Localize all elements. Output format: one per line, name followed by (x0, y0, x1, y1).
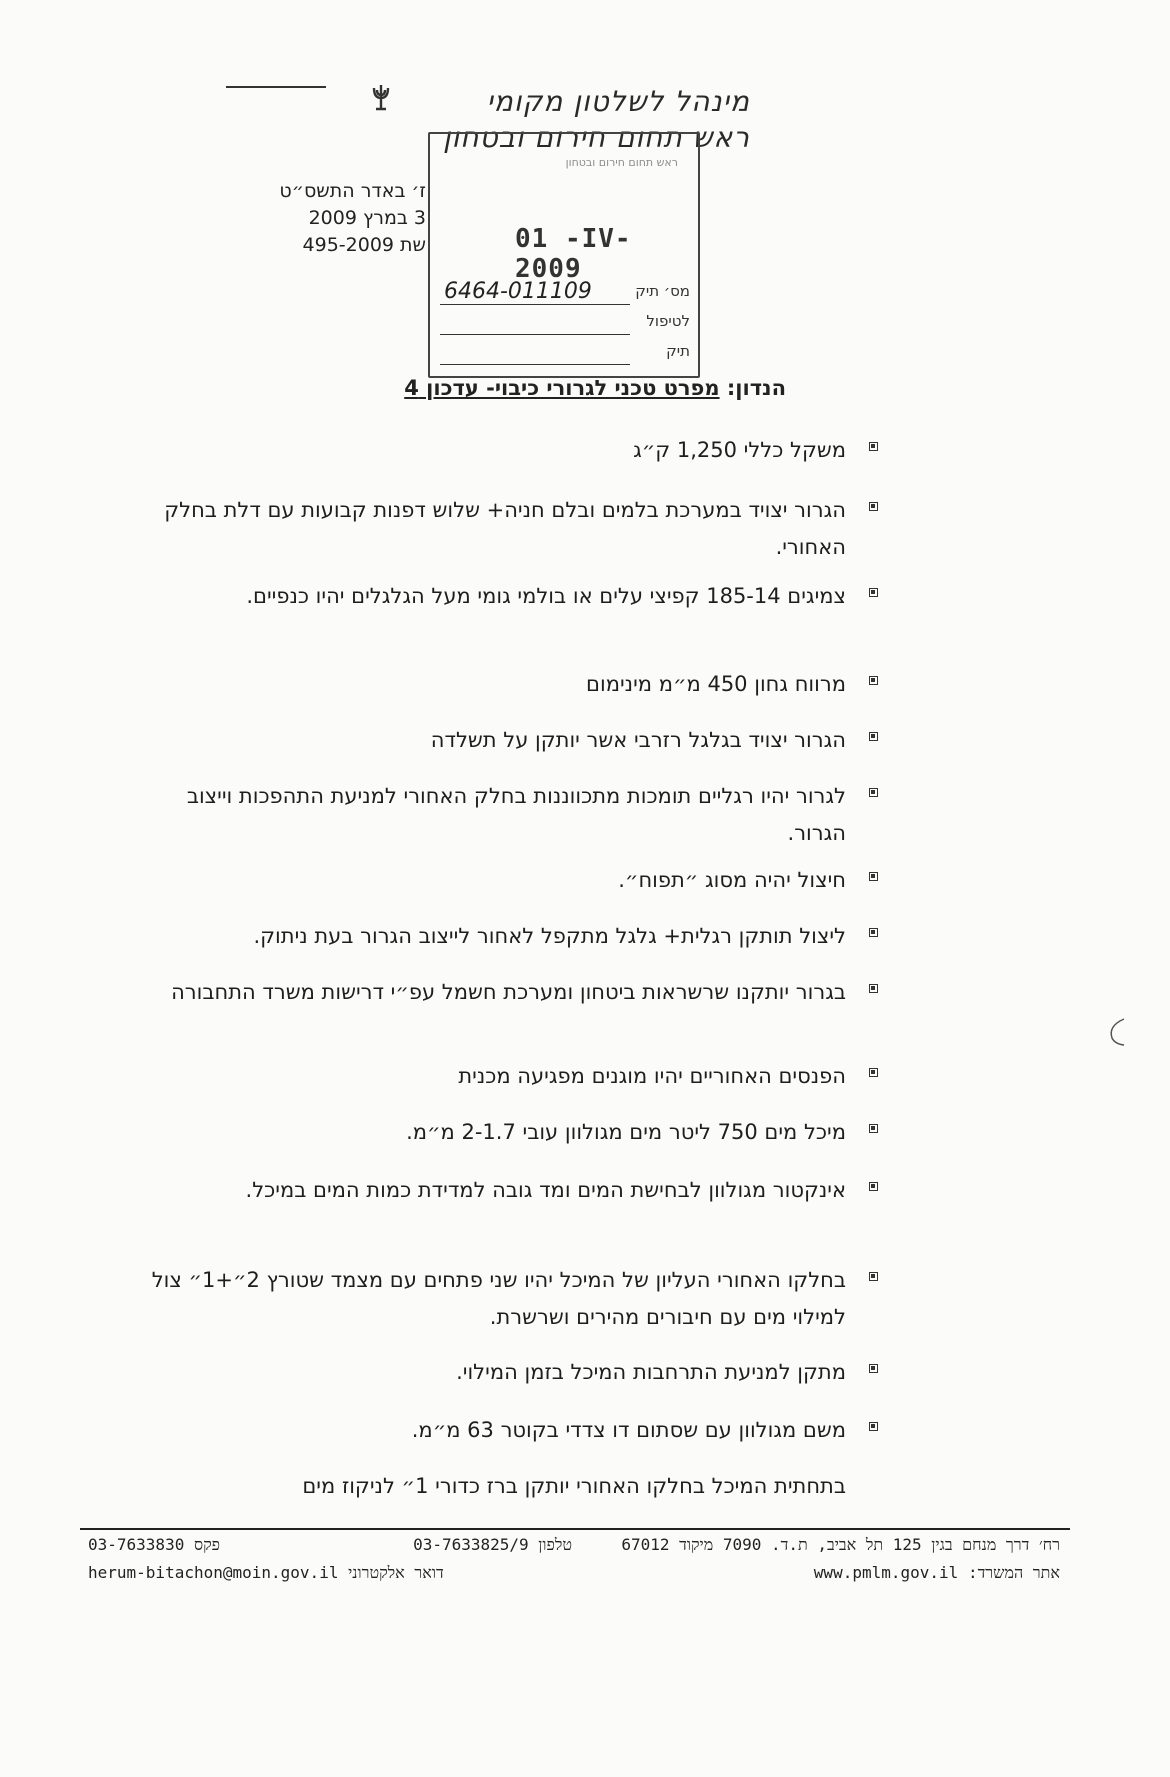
stamp-handling-row (440, 312, 690, 338)
list-item: חיצול יהיה מסוג ״תפוח״. (150, 862, 846, 899)
stamp-folder-row (440, 342, 690, 368)
checkbox-bullet-icon (869, 872, 878, 881)
footer-website-label: אתר המשרד: (967, 1563, 1060, 1582)
stamp-faint-text: ראש תחום חירום ובטחון (565, 156, 678, 169)
scan-mark-arc-icon (1104, 1016, 1128, 1048)
stamp-handling-label: לטיפול (646, 312, 690, 330)
top-dash-line (226, 86, 326, 88)
footer-fax-label: פקס (193, 1535, 221, 1554)
list-item: הגרור יצויד במערכת בלמים ובלם חניה+ שלוש דפנות קבועות עם דלת בחלק האחורי. (150, 492, 846, 566)
footer-address: רח׳ דרך מנחם בגין 125 תל אביב, ת.ד. 7090 מיקוד 67012 (621, 1535, 1060, 1554)
footer-fax-value: 03-7633830 (88, 1535, 185, 1554)
list-item: מרווח גחון 450 מ״מ מינימום (150, 666, 846, 703)
list-item: הגרור יצויד בגלגל רזרבי אשר יותקן על תשלדה (150, 722, 846, 759)
checkbox-bullet-icon (869, 676, 878, 685)
hebrew-date: ז׳ באדר התשס״ט (279, 180, 426, 202)
checkbox-bullet-icon (869, 442, 878, 451)
checkbox-bullet-icon (869, 1182, 878, 1191)
stamp-file-value: 6464-011109 (444, 279, 592, 304)
org-line-1: מינהל לשלטון מקומי (486, 85, 750, 118)
list-item: משם מגולוון עם שסתום דו צדדי בקוטר 63 מ״מ. (150, 1412, 846, 1449)
stamp-date: 01 -IV- 2009 (515, 224, 632, 284)
footer-website (744, 1563, 1060, 1583)
checkbox-bullet-icon (869, 1422, 878, 1431)
checkbox-bullet-icon (869, 928, 878, 937)
list-item: בגרור יותקנו שרשראות ביטחון ומערכת חשמל עפ״י דרישות משרד התחבורה (150, 974, 846, 1011)
org-line-2: ראש תחום חירום ובטחון (442, 121, 750, 154)
checkbox-bullet-icon (869, 502, 878, 511)
list-item: ליצול תותקן רגלית+ גלגל מתקפל לאחור לייצוב הגרור בעת ניתוק. (150, 918, 846, 955)
subject-prefix: הנדון: (726, 376, 786, 400)
list-item: צמיגים 185-14 קפיצי עלים או בולמי גומי מעל הגלגלים יהיו כנפיים. (150, 578, 846, 615)
checkbox-bullet-icon (869, 1272, 878, 1281)
checkbox-bullet-icon (869, 984, 878, 993)
footer-divider (80, 1528, 1070, 1530)
reference-number: שת 495-2009 (302, 234, 426, 256)
list-item: בחלקו האחורי העליון של המיכל יהיו שני פתחים עם מצמד שטורץ 2״+1״ צול למילוי מים עם חיבורים מהירים ושרשרת. (150, 1262, 846, 1336)
list-item: לגרור יהיו רגליים תומכות מתכווננות בחלק האחורי למניעת התהפכות וייצוב הגרור. (150, 778, 846, 852)
footer-email-label: דואר אלקטרוני (348, 1563, 444, 1582)
footer-fax (88, 1535, 300, 1555)
checkbox-bullet-icon (869, 588, 878, 597)
gregorian-date: 3 במרץ 2009 (308, 207, 426, 229)
list-item: הפנסים האחוריים יהיו מוגנים מפגיעה מכנית (150, 1058, 846, 1095)
checkbox-bullet-icon (869, 788, 878, 797)
checkbox-bullet-icon (869, 1068, 878, 1077)
list-item: מיכל מים 750 ליטר מים מגולוון עובי 2-1.7 מ״מ. (150, 1114, 846, 1151)
footer-email (88, 1563, 608, 1583)
stamp-file-label: מס׳ תיק (635, 282, 690, 300)
footer-phone (322, 1535, 572, 1555)
list-item: מתקן למניעת התרחבות המיכל בזמן המילוי. (150, 1354, 846, 1391)
footer-phone-label: טלפון (538, 1535, 572, 1554)
footer-website-value[interactable]: www.pmlm.gov.il (813, 1563, 959, 1582)
checkbox-bullet-icon (869, 1124, 878, 1133)
trailing-line: בתחתית המיכל בחלקו האחורי יותקן ברז כדורי 1״ לניקוז מים (302, 1474, 846, 1498)
menorah-emblem-icon (370, 82, 392, 112)
checkbox-bullet-icon (869, 1364, 878, 1373)
list-item: אינקטור מגולוון לבחישת המים ומד גובה למדידת כמות המים במיכל. (150, 1172, 846, 1209)
subject-title: מפרט טכני לגרורי כיבוי- עדכון 4 (404, 376, 720, 400)
list-item: משקל כללי 1,250 ק״ג (150, 432, 846, 469)
footer-phone-value: 03-7633825/9 (413, 1535, 529, 1554)
date-block (230, 178, 426, 259)
subject-line (340, 376, 786, 400)
stamp-folder-label: תיק (666, 342, 690, 360)
stamp-file-row (440, 279, 690, 308)
checkbox-bullet-icon (869, 732, 878, 741)
footer-email-value[interactable]: herum-bitachon@moin.gov.il (88, 1563, 339, 1582)
received-stamp (428, 132, 700, 378)
